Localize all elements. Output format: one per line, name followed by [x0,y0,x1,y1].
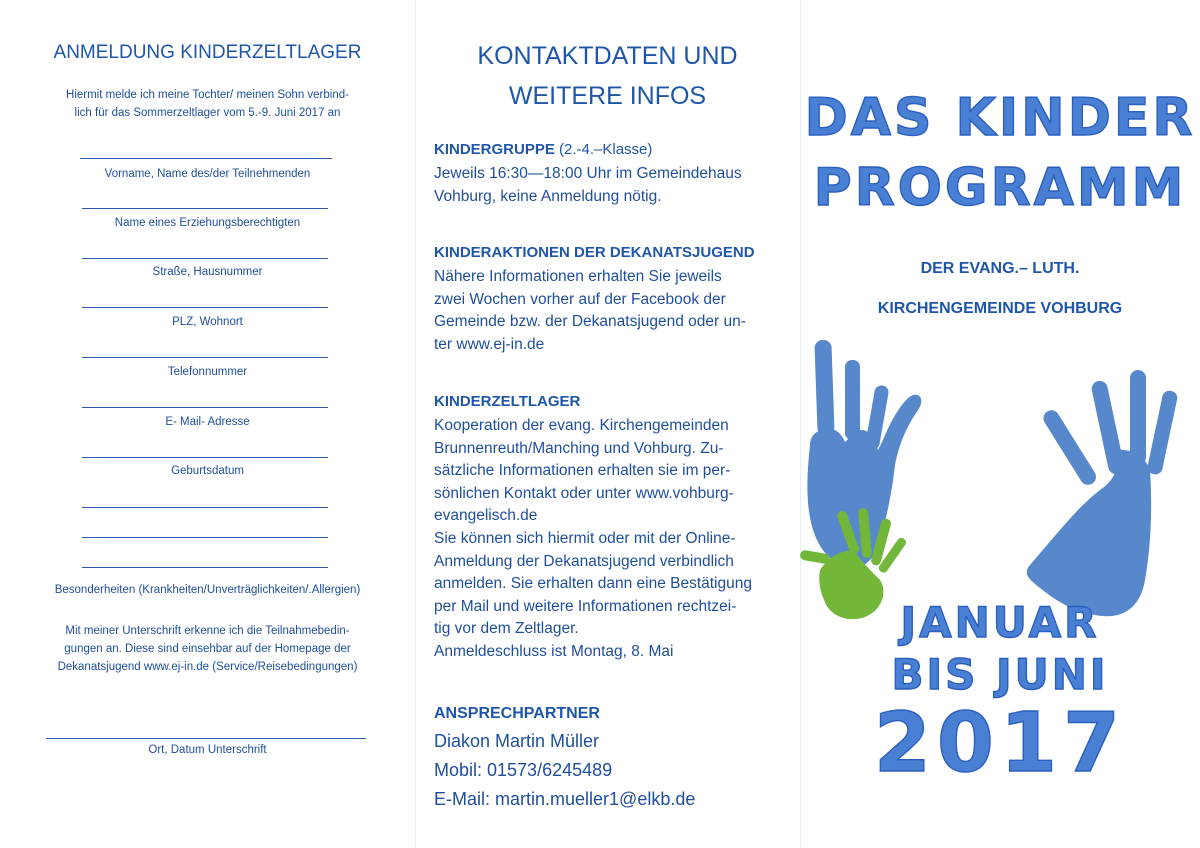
handprints-illustration [800,330,1200,630]
field-label: Name eines Erziehungsberechtigten [114,217,301,229]
blue-handprint-right [1027,370,1179,616]
body-line: Jeweils 16:30—18:00 Uhr im Gemeindehaus [434,165,742,182]
registration-title: ANMELDUNG KINDERZELTLAGER [53,42,362,63]
field-label: PLZ, Wohnort [172,316,243,328]
info-title-line: WEITERE INFOS [508,82,707,110]
info-title [415,36,800,116]
body-line: ter www.ej-in.de [434,335,545,353]
contact-heading: ANSPRECHPARTNER [434,705,600,722]
registration-intro [40,86,375,122]
consent-line: Dekanatsjugend www.ej-in.de (Service/Reisebedingungen) [57,661,358,673]
special-notes-field[interactable] [82,507,328,508]
body-line: tig vor dem Zeltlager. [434,620,579,638]
signature-label: Ort, Datum Unterschrift [148,744,267,756]
registration-panel [0,0,415,848]
consent-line: gungen an. Diese sind einsehbar auf der Homepage der [64,643,351,655]
cover-title-line: DAS KINDER [804,88,1196,148]
section-body-kinderaktionen [434,266,774,356]
special-notes-field[interactable] [82,537,328,538]
body-line: anmelden. Sie erhalten dann eine Bestätigung [434,575,752,593]
section-heading-kinderzeltlager: KINDERZELTLAGER [434,393,581,410]
section-body-kinderzeltlager [434,415,774,664]
body-line: sönlichen Kontakt oder unter www.vohburg- [434,484,734,502]
email-field[interactable] [82,407,328,408]
consent-line: Mit meiner Unterschrift erkenne ich die Teilnahmebedin- [65,625,350,637]
body-line: Sie können sich hiermit oder mit der Online- [434,529,736,547]
body-line: Vohburg, keine Anmeldung nötig. [434,187,662,205]
first-name-field[interactable] [80,158,332,159]
consent-text [30,622,385,676]
cover-title-line: PROGRAMM [813,158,1187,218]
section-heading-suffix: (2.-4.–Klasse) [554,141,653,158]
contact-mobile[interactable]: Mobil: 01573/6245489 [434,760,613,780]
cover-period-line: BIS JUNI [891,650,1109,699]
section-heading-kindergruppe [434,141,652,158]
body-line: zwei Wochen vorher auf der Facebook der [434,290,726,308]
section-heading-text: KINDERGRUPPE [434,141,555,158]
intro-line: lich für das Sommerzeltlager vom 5.-9. Juni 2017 an [74,107,341,119]
body-line: Nähere Informationen erhalten Sie jeweils [434,268,722,285]
body-line: Brunnenreuth/Manching und Vohburg. Zu- [434,439,724,457]
guardian-name-field[interactable] [82,208,328,209]
intro-line: Hiermit melde ich meine Tochter/ meinen Sohn verbind- [66,89,349,101]
body-line: Gemeinde bzw. der Dekanatsjugend oder un- [434,313,746,331]
field-label: Geburtsdatum [171,465,244,477]
contact-name: Diakon Martin Müller [434,731,600,751]
contact-email[interactable]: E-Mail: martin.mueller1@elkb.de [434,789,696,809]
birthdate-field[interactable] [82,457,328,458]
city-field[interactable] [82,307,328,308]
cover-period-line: JANUAR [900,598,1100,647]
body-line: Anmeldung der Dekanatsjugend verbindlich [434,552,734,570]
field-label: Telefonnummer [167,366,248,378]
phone-field[interactable] [82,357,328,358]
body-line: sätzliche Informationen erhalten sie im per- [434,462,731,480]
cover-panel [800,0,1200,848]
cover-subtitle-line: DER EVANG.– LUTH. [920,260,1080,277]
field-label: Vorname, Name des/der Teilnehmenden [104,168,311,180]
special-notes-field[interactable] [82,567,328,568]
field-label: Straße, Hausnummer [152,266,263,278]
cover-subtitle-line: KIRCHENGEMEINDE VOHBURG [877,300,1123,317]
street-field[interactable] [82,258,328,259]
info-panel [415,0,800,848]
special-notes-label: Besonderheiten (Krankheiten/Unverträglichkeiten/.Allergien) [54,584,361,596]
body-line: evangelisch.de [434,507,538,525]
body-line: Anmeldeschluss ist Montag, 8. Mai [434,642,674,660]
cover-year: 2017 [873,696,1127,791]
body-line: Kooperation der evang. Kirchengemeinden [434,417,729,434]
section-body-kindergruppe [434,163,774,208]
signature-field[interactable] [46,738,366,739]
field-label: E- Mail- Adresse [165,416,250,428]
section-heading-kinderaktionen: KINDERAKTIONEN DER DEKANATSJUGEND [434,244,755,261]
body-line: per Mail und weitere Informationen rechtzei- [434,597,737,615]
info-title-line: KONTAKTDATEN UND [477,42,738,70]
